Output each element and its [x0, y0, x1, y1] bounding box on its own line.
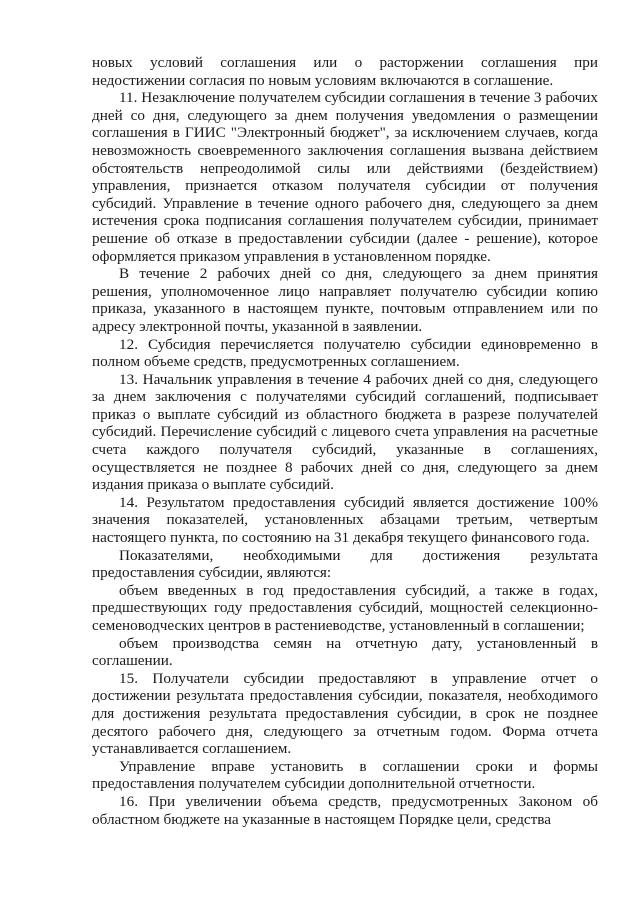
- paragraph-item-11-notice: В течение 2 рабочих дней со дня, следующего за днем принятия решения, уполномоченное лицо направляет получателю субсидии копию приказа, указанного в настоящем пункте, почтовым отправлением или по адресу электронной почты, указанной в заявлении.: [92, 265, 598, 335]
- paragraph-indicator-production: объем производства семян на отчетную дату, установленный в соглашении.: [92, 634, 598, 670]
- paragraph-item-11: 11. Незаключение получателем субсидии соглашения в течение 3 рабочих дней со дня, следующего за днем получения уведомления о размещении соглашения в ГИИС "Электронный бюджет", за исключением случаев, когда невозможность своевременного заключения соглашения вызвана действием обстоятельств непреодолимой силы или действиями (бездействием) управления, признается отказом получателя субсидии от получения субсидий. Управление в течение одного рабочего дня, следующего за днем истечения срока подписания соглашения получателем субсидии, принимает решение об отказе в предоставлении субсидии (далее - решение), которое оформляется приказом управления в установленном порядке.: [92, 89, 598, 265]
- paragraph-item-13: 13. Начальник управления в течение 4 рабочих дней со дня, следующего за днем заключения с получателями субсидий соглашений, подписывает приказ о выплате субсидий из областного бюджета в разрезе получателей субсидий. Перечисление субсидий с лицевого счета управления на расчетные счета каждого получателя субсидий, указанные в соглашениях, осуществляется не позднее 8 рабочих дней со дня, следующего за днем издания приказа о выплате субсидий.: [92, 370, 598, 494]
- paragraph-item-16: 16. При увеличении объема средств, предусмотренных Законом об областном бюджете на указанные в настоящем Порядке цели, средства: [92, 792, 598, 828]
- paragraph-item-15: 15. Получатели субсидии предоставляют в управление отчет о достижении результата предоставления субсидии, показателя, необходимого для достижения результата предоставления субсидии, в срок не позднее десятого рабочего дня, следующего за отчетным годом. Форма отчета устанавливается соглашением.: [92, 669, 598, 758]
- paragraph-indicator-capacity: объем введенных в год предоставления субсидий, а также в годах, предшествующих году предоставления субсидий, мощностей селекционно-семеноводческих центров в растениеводстве, установленный в соглашении;: [92, 581, 598, 634]
- document-body: [92, 54, 598, 828]
- paragraph-item-14: 14. Результатом предоставления субсидий является достижение 100% значения показателей, установленных абзацами третьим, четвертым настоящего пункта, по состоянию на 31 декабря текущего финансового года.: [92, 493, 598, 547]
- paragraph-indicators-intro: Показателями, необходимыми для достижения результата предоставления субсидии, являются:: [92, 546, 598, 582]
- paragraph-item-12: 12. Субсидия перечисляется получателю субсидии единовременно в полном объеме средств, предусмотренных соглашением.: [92, 335, 598, 371]
- paragraph-additional-reporting: Управление вправе установить в соглашении сроки и формы предоставления получателем субсидии дополнительной отчетности.: [92, 757, 598, 793]
- paragraph-continuation: новых условий соглашения или о расторжении соглашения при недостижении согласия по новым условиям включаются в соглашение.: [92, 54, 598, 89]
